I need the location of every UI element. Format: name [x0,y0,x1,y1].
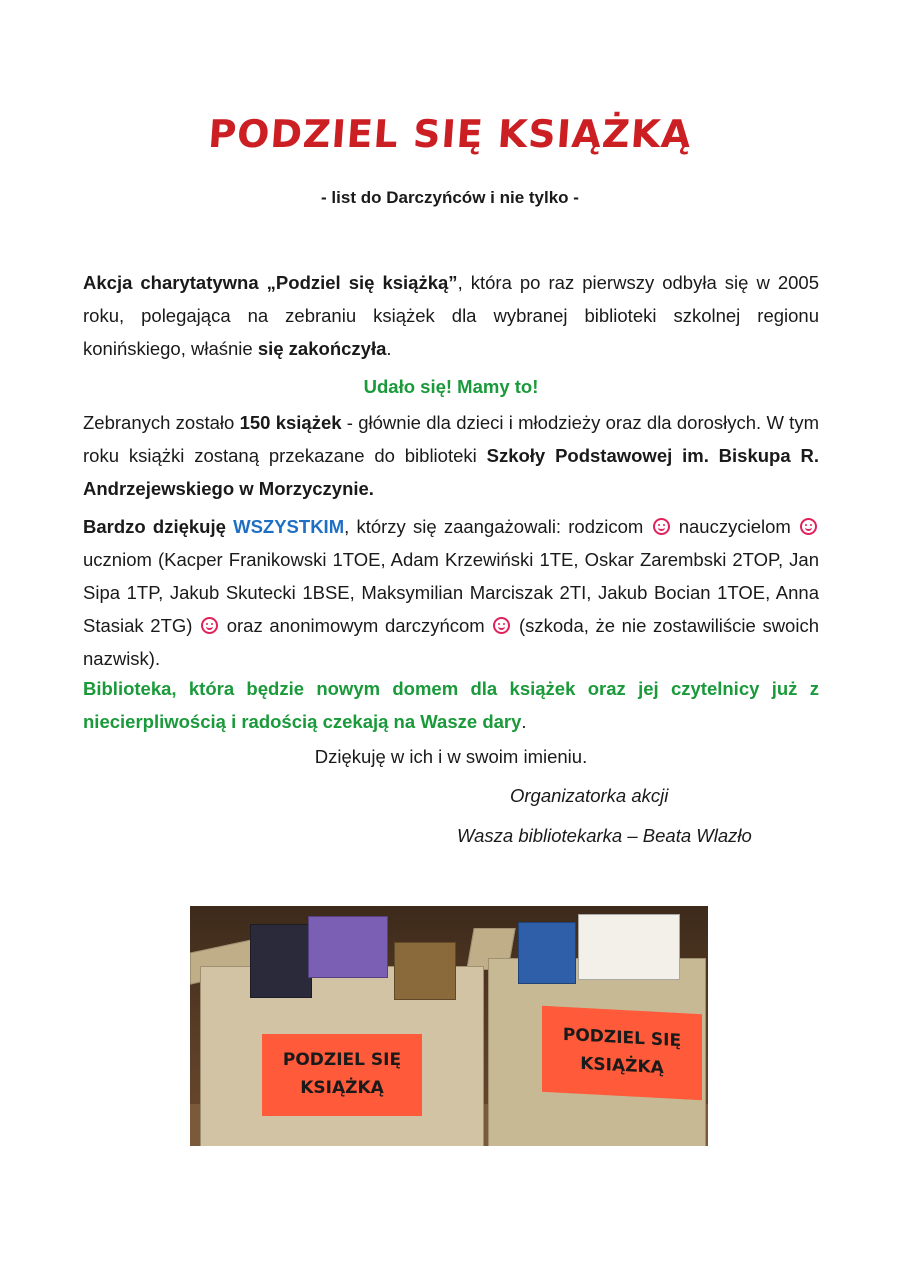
paragraph-collected [83,406,819,505]
page-title: PODZIEL SIĘ KSIĄŻKĄ [206,112,694,156]
smiley-icon [653,518,670,535]
book [518,922,576,984]
book [250,924,312,998]
thanks-bold: Bardzo dziękuję [83,516,234,537]
paragraph-thanks [83,510,819,675]
page-subtitle: - list do Darczyńców i nie tylko - [321,188,579,207]
smiley-icon [800,518,817,535]
book [308,916,388,978]
recipient-school: Szkoły Podstawowej im. Biskupa R. Andrzejewskiego w Morzyczynie. [83,445,819,499]
smiley-icon [493,617,510,634]
thanks-text-1: , którzy się zaangażowali: rodzicom [344,516,651,537]
intro-text: , która po raz pierwszy odbyła się w 2005 roku, polegająca na zebraniu książek dla wybranej biblioteki szkolnej regionu konińskiego, właśnie [83,272,820,359]
paragraph-intro [83,266,819,365]
book [578,914,680,980]
signature-name: Wasza bibliotekarka – Beata Wlazło [457,825,752,846]
thanks-text-4: oraz anonimowym darczyńcom [220,615,492,636]
intro-bold-lead: Akcja charytatywna „Podziel się książką” [83,272,458,293]
collected-count: 150 książek [239,412,342,433]
success-heading: Udało się! Mamy to! [363,376,539,397]
signature-role: Organizatorka akcji [510,785,669,806]
paragraph-library [83,672,819,738]
collected-text-mid: - głównie dla dzieci i młodzieży oraz dla dorosłych. W tym roku książki zostaną przekazane do biblioteki [83,412,819,466]
book [394,942,456,1000]
intro-period: . [386,338,392,359]
book-boxes-photo [190,906,708,1146]
photo-sign-left: PODZIEL SIĘ KSIĄŻKĄ [262,1034,422,1116]
smiley-icon [201,617,218,634]
thanks-closing: Dziękuję w ich i w swoim imieniu. [314,746,588,767]
collected-text-start: Zebranych zostało [83,412,240,433]
library-bold: Biblioteka, która będzie nowym domem dla książek oraz jej czytelnicy już z niecierpliwością i radością czekają na Wasze dary [83,678,819,732]
thanks-text-3: uczniom (Kacper Franikowski 1TOE, Adam Krzewiński 1TE, Oskar Zarembski 2TOP, Jan Sipa 1TP, Jakub Skutecki 1BSE, Maksymilian Marciszak 2TI, Jakub Bocian 1TOE, Anna Stasiak 2TG) [83,549,819,636]
thanks-text-5: (szkoda, że nie zostawiliście swoich nazwisk). [83,615,819,669]
intro-bold-end: się zakończyła [257,338,387,359]
library-period: . [521,711,527,732]
thanks-everyone: WSZYSTKIM [233,516,345,537]
thanks-text-2: nauczycielom [671,516,799,537]
photo-sign-right: PODZIEL SIĘ KSIĄŻKĄ [542,1006,702,1100]
